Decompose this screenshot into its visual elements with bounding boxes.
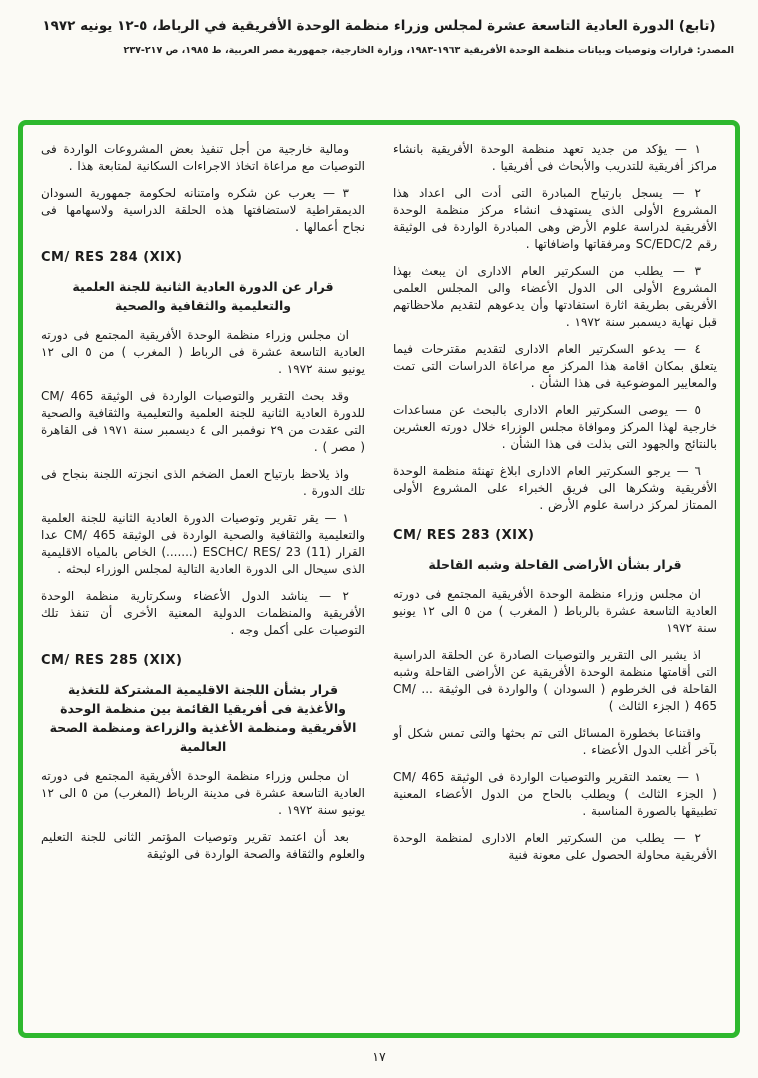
session-title: (تابع) الدورة العادية التاسعة عشرة لمجلس وزراء منظمة الوحدة الأفريقية في الرباط، ٥-١٢ يونيه ١٩٧٢ bbox=[42, 18, 716, 34]
column-right bbox=[393, 141, 717, 1021]
two-column-layout bbox=[41, 141, 717, 1021]
paragraph: بعد أن اعتمد تقرير وتوصيات المؤتمر الثانى للجنة التعليم والعلوم والثقافة والصحة الواردة فى الوثيقة bbox=[41, 830, 365, 861]
paragraph: ١ — يؤكد من جديد تعهد منظمة الوحدة الأفريقية بانشاء مراكز أفريقية للتدريب والأبحاث فى أفريقيا . bbox=[393, 142, 717, 173]
resolution-ref: CM/ RES 283 (XIX) bbox=[393, 528, 535, 543]
paragraph: ٣ — يعرب عن شكره وامتنانه لحكومة جمهورية السودان الديمقراطية لاستضافتها هذه الحلقة الدراسية ولاسهامها فى نجاح أعمالها . bbox=[41, 186, 365, 234]
paragraph: ٢ — يسجل بارتياح المبادرة التى أدت الى اعداد هذا المشروع الأولى الذى يستهدف انشاء مركز منظمة الوحدة الأفريقية لدراسة علوم الأرض وهى المبادرة الواردة فى الوثيقة رقم SC/EDC/2 ومرفقاتها واضافاتها . bbox=[393, 186, 717, 251]
paragraph: واقتناعا بخطورة المسائل التى تم بحثها والتى تمس شكل أو بآخر أغلب الدول الأعضاء . bbox=[393, 726, 717, 757]
paragraph: ومالية خارجية من أجل تنفيذ بعض المشروعات الواردة فى التوصيات مع مراعاة اتخاذ الاجراءات السكانية لمتابعة هذا . bbox=[41, 142, 365, 173]
paragraph: ٣ — يطلب من السكرتير العام الادارى ان يبعث بهذا المشروع الأولى الى الدول الأعضاء والى المجلس العلمى الأفريقى بطريقة اثارة استفادتها وأن يدعوهم لتقديم ملاحظاتهم قبل نهاية ديسمبر سنة ١٩٧٢ . bbox=[393, 264, 717, 329]
resolution-title: قرار عن الدورة العادية الثانية للجنة العلمية والتعليمية والثقافية والصحية bbox=[72, 279, 334, 313]
resolution-title: قرار بشأن الأراضى القاحلة وشبه القاحلة bbox=[428, 557, 682, 572]
paragraph: ٤ — يدعو السكرتير العام الادارى لتقديم مقترحات فيما يتعلق بمكان اقامة هذا المركز مع مراعاة الدراسات التى تمت والمعايير الموضوعية فى هذا الشأن . bbox=[393, 342, 717, 390]
paragraph: ٢ — يطلب من السكرتير العام الادارى لمنظمة الوحدة الأفريقية محاولة الحصول على معونة فنية bbox=[393, 831, 717, 862]
page-number: ١٧ bbox=[372, 1049, 386, 1064]
content-frame bbox=[18, 120, 740, 1038]
resolution-title: قرار بشأن اللجنة الاقليمية المشتركة للتغذية والأغذية فى أفريقيا القائمة بين منظمة الوحدة الأفريقية ومنظمة الأغذية والزراعة ومنظمة الصحة العالمية bbox=[49, 682, 357, 754]
resolution-ref: CM/ RES 284 (XIX) bbox=[41, 250, 183, 265]
paragraph: ان مجلس وزراء منظمة الوحدة الأفريقية المجتمع فى دورته العادية التاسعة عشرة بالرباط ( المغرب ) من ٥ الى ١٢ يونيو سنة ١٩٧٢ bbox=[393, 587, 718, 635]
paragraph: ٦ — يرجو السكرتير العام الادارى ابلاغ تهنئة منظمة الوحدة الأفريقية وشكرها الى فريق الخبراء على المشروع الأولى الممتاز لمركز دراسة علوم الأرض . bbox=[393, 464, 717, 512]
paragraph: ٥ — يوصى السكرتير العام الادارى بالبحث عن مساعدات خارجية لهذا المركز وموافاة مجلس الوزراء خلال دورته العشرين بالنتائج والجهود التى بذلت فى هذا الشأن . bbox=[393, 403, 717, 451]
paragraph: ٢ — يناشد الدول الأعضاء وسكرتارية منظمة الوحدة الأفريقية والمنظمات الدولية المعنية الأخرى أن تنفذ تلك التوصيات على أكمل وجه . bbox=[41, 589, 365, 637]
paragraph: وقد بحث التقرير والتوصيات الواردة فى الوثيقة CM/ 465 للدورة العادية الثانية للجنة العلمية والتعليمية والثقافية والصحية التى عقدت من ٢٩ نوفمبر الى ٤ ديسمبر سنة ١٩٧١ فى القاهرة ( مصر ) . bbox=[41, 389, 366, 454]
resolution-ref: CM/ RES 285 (XIX) bbox=[41, 653, 183, 668]
paragraph: ١ — يعتمد التقرير والتوصيات الواردة فى الوثيقة CM/ 465 ( الجزء الثالث ) ويطلب بالحاح من الدول الأعضاء المعنية تطبيقها بالصورة المناسبة . bbox=[393, 770, 717, 818]
paragraph: اذ يشير الى التقرير والتوصيات الصادرة عن الحلقة الدراسية التى أقامتها منظمة الوحدة الأفريقية عن الأراضى القاحلة وشبه القاحلة فى الخرطوم ( السودان ) والواردة فى الوثيقة ... CM/ 465 ( الجزء الثالث ) bbox=[393, 648, 717, 713]
paragraph: ان مجلس وزراء منظمة الوحدة الأفريقية المجتمع فى دورته العادية التاسعة عشرة فى مدينة الرباط (المغرب) من ٥ الى ١٢ يونيو سنة ١٩٧٢ . bbox=[41, 769, 365, 817]
column-left bbox=[41, 141, 365, 1021]
paragraph: واذ يلاحظ بارتياح العمل الضخم الذى انجزته اللجنة بنجاح فى تلك الدورة . bbox=[41, 467, 365, 498]
paragraph: ان مجلس وزراء منظمة الوحدة الأفريقية المجتمع فى دورته العادية التاسعة عشرة فى الرباط ( المغرب ) من ٥ الى ١٢ يونيو سنة ١٩٧٢ . bbox=[41, 328, 365, 376]
page-header bbox=[0, 0, 758, 59]
paragraph: ١ — يقر تقرير وتوصيات الدورة العادية الثانية للجنة العلمية والتعليمية والثقافية والصحية الواردة فى الوثيقة CM/ 465 عدا القرار ESCHC/ RES/ 23 (11) (.......) الخاص بالمياه الاقليمية الذى سيحال الى الدورة العادية التالية لمجلس الوزراء لبحثه . bbox=[41, 511, 366, 576]
source-line: المصدر: قرارات وتوصيات وبيانات منظمة الوحدة الأفريقية ١٩٦٣-١٩٨٣، وزارة الخارجية، جمهورية مصر العربية، ط ١٩٨٥، ص ٢١٧-٢٣٧ bbox=[123, 45, 734, 57]
